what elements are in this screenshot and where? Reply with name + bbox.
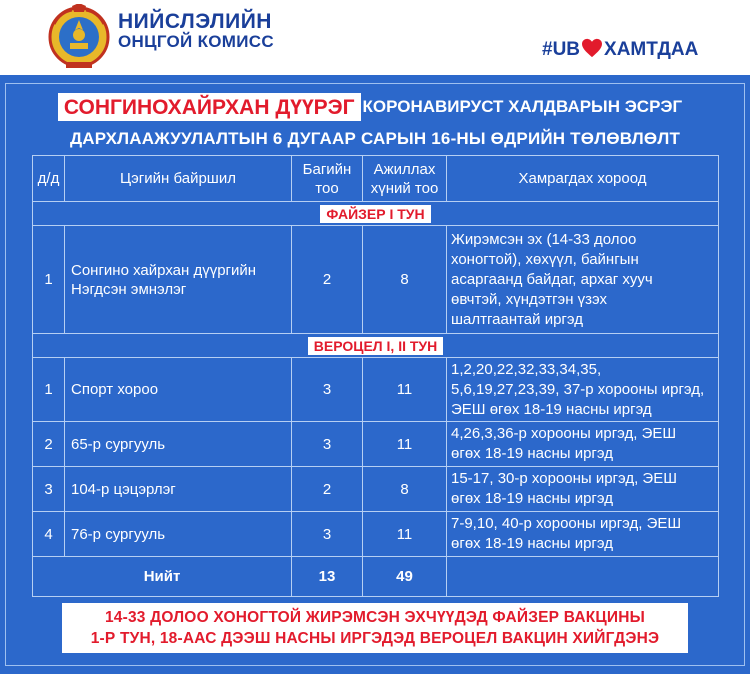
total-teams: 13: [292, 557, 363, 597]
org-line-1: НИЙСЛЭЛИЙН: [118, 10, 272, 33]
hashtag-left: #UB: [542, 39, 581, 60]
coverage-line: шалтгаантай иргэд: [451, 310, 583, 328]
row-staff: 11: [363, 512, 447, 557]
total-label: Нийт: [33, 557, 292, 597]
coverage-line: өгөх 18-19 насны иргэд: [451, 535, 613, 552]
coverage-line: 1,2,20,22,32,33,34,35,: [451, 360, 602, 378]
row-coverage: [447, 467, 719, 512]
row-staff: 8: [363, 467, 447, 512]
row-location: [65, 226, 292, 334]
row-no: 2: [33, 422, 65, 467]
row-coverage: [447, 358, 719, 422]
footer-notice: [62, 603, 688, 653]
campaign-hashtag: [542, 38, 698, 61]
district-name: СОНГИНОХАЙРХАН ДҮҮРЭГ: [58, 93, 361, 121]
header-teams-line-1: Багийн: [302, 160, 352, 178]
row-teams: 2: [292, 467, 363, 512]
section-pfizer-label: ФАЙЗЕР I ТУН: [320, 205, 430, 223]
coverage-line: өвчтэй, хүндэтгэн үзэх: [451, 290, 608, 308]
coverage-line: ЭЕШ өгөх 18-19 насны иргэд: [451, 400, 652, 418]
coverage-line: Жирэмсэн эх (14-33 долоо: [451, 230, 637, 248]
table-row: [33, 467, 719, 512]
table-row: [33, 422, 719, 467]
row-location: 104-р цэцэрлэг: [65, 467, 292, 512]
location-line: Сонгино хайрхан дүүргийн: [71, 261, 257, 279]
row-no: 1: [33, 226, 65, 334]
page-title: [0, 93, 750, 149]
section-verocell-row: [33, 334, 719, 358]
table-row: [33, 358, 719, 422]
title-line-2: ДАРХЛААЖУУЛАЛТЫН 6 ДУГААР САРЫН 16-НЫ ӨДРИЙН ТӨЛӨВЛӨЛТ: [69, 129, 681, 148]
row-no: 1: [33, 358, 65, 422]
header-teams: [292, 156, 363, 202]
row-no: 4: [33, 512, 65, 557]
header-location: Цэгийн байршил: [65, 156, 292, 202]
content-panel: [0, 75, 750, 674]
row-no: 3: [33, 467, 65, 512]
coverage-line: 4,26,3,36-р хорооны иргэд, ЭЕШ: [451, 425, 677, 442]
coverage-line: 5,6,19,27,23,39, 37-р хорооны иргэд,: [451, 380, 705, 398]
footer-line-1: 14-33 ДОЛОО ХОНОГТОЙ ЖИРЭМСЭН ЭХЧҮҮДЭД ФАЙЗЕР ВАКЦИНЫ: [104, 609, 646, 626]
row-staff: 11: [363, 358, 447, 422]
footer-line-2: 1-Р ТУН, 18-ААС ДЭЭШ НАСНЫ ИРГЭДЭД ВЕРОЦЕЛ ВАКЦИН ХИЙГДЭНЭ: [90, 630, 660, 647]
total-staff: 49: [363, 557, 447, 597]
org-line-2: ОНЦГОЙ КОМИСС: [118, 32, 274, 51]
page-header: [0, 0, 750, 75]
row-teams: 3: [292, 512, 363, 557]
row-staff: 8: [363, 226, 447, 334]
row-teams: 3: [292, 358, 363, 422]
header-no: д/д: [33, 156, 65, 202]
header-teams-line-2: тоо: [315, 179, 339, 197]
table-header-row: [33, 156, 719, 202]
row-staff: 11: [363, 422, 447, 467]
vaccination-schedule-table: [32, 155, 719, 597]
row-coverage: [447, 422, 719, 467]
coverage-line: асаргаанд байдаг, архаг хууч: [451, 270, 653, 288]
section-pfizer-row: [33, 202, 719, 226]
location-line: Нэгдсэн эмнэлэг: [71, 280, 187, 298]
coverage-line: 7-9,10, 40-р хорооны иргэд, ЭЕШ: [451, 515, 682, 532]
coverage-line: өгөх 18-19 насны иргэд: [451, 445, 613, 462]
section-verocell-label: ВЕРОЦЕЛ I, II ТУН: [308, 337, 443, 355]
header-staff-line-1: Ажиллах: [373, 160, 436, 178]
row-teams: 3: [292, 422, 363, 467]
organization-name: [118, 12, 274, 52]
header-staff: [363, 156, 447, 202]
table-row: [33, 226, 719, 334]
heart-icon: [581, 38, 603, 58]
coverage-line: 15-17, 30-р хорооны иргэд, ЭЕШ: [451, 470, 677, 487]
coverage-line: хоногтой), хөхүүл, байнгын: [451, 250, 639, 268]
header-staff-line-2: хүний тоо: [370, 179, 439, 197]
mongolia-state-emblem-icon: [48, 4, 110, 70]
hashtag-right: ХАМТДАА: [604, 39, 699, 60]
title-line-1: КОРОНАВИРУСТ ХАЛДВАРЫН ЭСРЭГ: [362, 97, 683, 116]
row-location: 76-р сургууль: [65, 512, 292, 557]
row-location: Спорт хороо: [65, 358, 292, 422]
row-coverage: [447, 512, 719, 557]
coverage-line: өгөх 18-19 насны иргэд: [451, 490, 613, 507]
row-coverage: [447, 226, 719, 334]
total-row: [33, 557, 719, 597]
header-coverage: Хамрагдах хороод: [447, 156, 719, 202]
table-row: [33, 512, 719, 557]
total-coverage-empty: [447, 557, 719, 597]
row-teams: 2: [292, 226, 363, 334]
row-location: 65-р сургууль: [65, 422, 292, 467]
